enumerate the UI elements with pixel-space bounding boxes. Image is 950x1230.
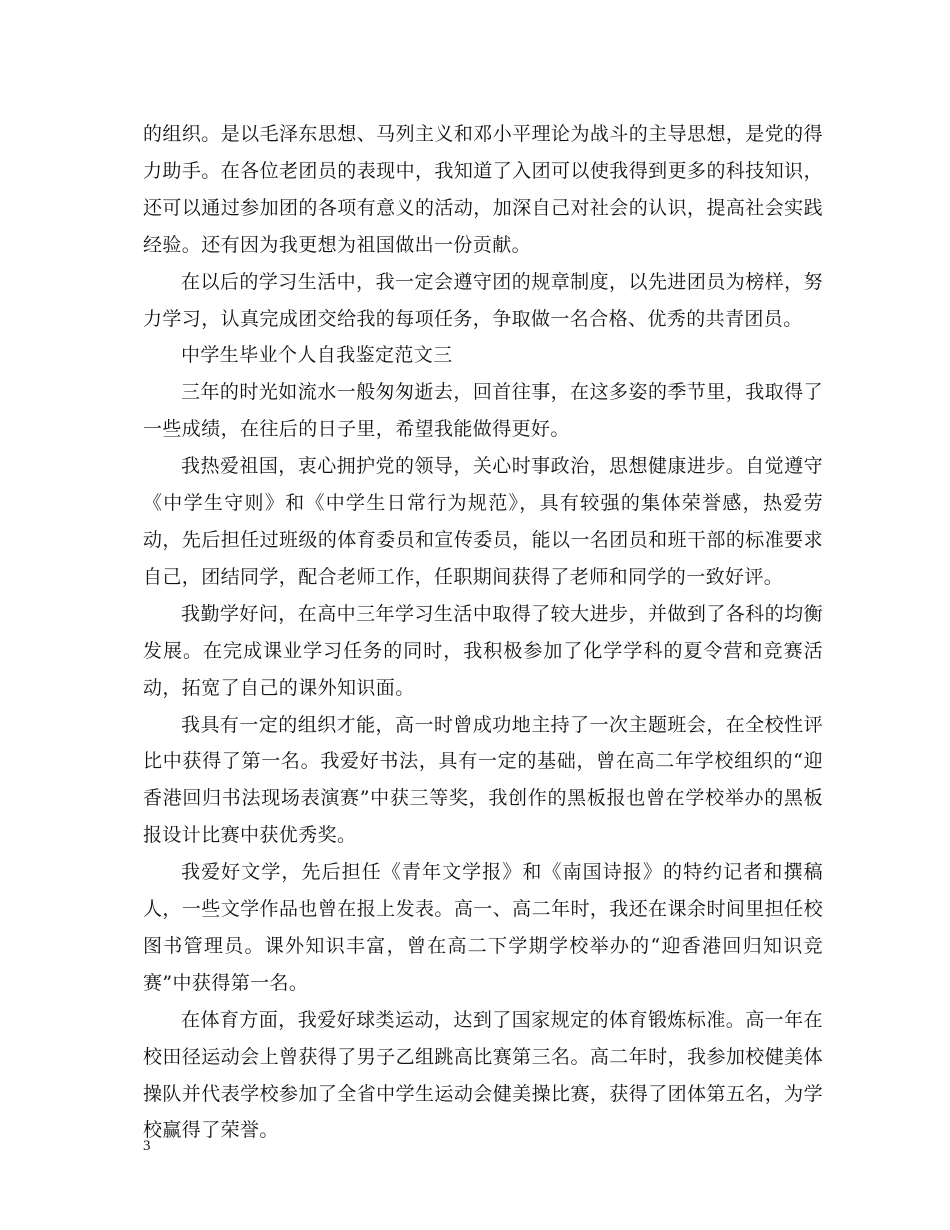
page-number: 3 <box>143 1138 151 1154</box>
paragraph-3: 三年的时光如流水一般匆匆逝去，回首往事，在这多姿的季节里，我取得了一些成绩，在往后的日子里，希望我能做得更好。 <box>143 381 823 441</box>
paragraph-4: 我热爱祖国，衷心拥护党的领导，关心时事政治，思想健康进步。自觉遵守《中学生守则》和《中学生日常行为规范》，具有较强的集体荣誉感，热爱劳动，先后担任过班级的体育委员和宣传委员，能以一名团员和班干部的标准要求自己，团结同学，配合老师工作，任职期间获得了老师和同学的一致好评。 <box>143 455 823 588</box>
paragraph-1: 的组织。是以毛泽东思想、马列主义和邓小平理论为战斗的主导思想，是党的得力助手。在各位老团员的表现中，我知道了入团可以使我得到更多的科技知识，还可以通过参加团的各项有意义的活动，加深自己对社会的认识，提高社会实践经验。还有因为我更想为祖国做出一份贡献。 <box>143 123 823 256</box>
paragraph-5: 我勤学好问，在高中三年学习生活中取得了较大进步，并做到了各科的均衡发展。在完成课业学习任务的同时，我积极参加了化学学科的夏令营和竞赛活动，拓宽了自己的课外知识面。 <box>143 602 823 699</box>
section-heading: 中学生毕业个人自我鉴定范文三 <box>181 344 453 367</box>
paragraph-2: 在以后的学习生活中，我一定会遵守团的规章制度，以先进团员为榜样，努力学习，认真完成团交给我的每项任务，争取做一名合格、优秀的共青团员。 <box>143 270 823 330</box>
paragraph-8: 在体育方面，我爱好球类运动，达到了国家规定的体育锻炼标准。高一年在校田径运动会上曾获得了男子乙组跳高比赛第三名。高二年时，我参加校健美体操队并代表学校参加了全省中学生运动会健美操比赛，获得了团体第五名，为学校赢得了荣誉。 <box>143 1008 823 1142</box>
document-body <box>143 116 823 1149</box>
paragraph-6: 我具有一定的组织才能，高一时曾成功地主持了一次主题班会，在全校性评比中获得了第一名。我爱好书法，具有一定的基础，曾在高二年学校组织的“迎香港回归书法现场表演赛”中获三等奖，我创作的黑板报也曾在学校举办的黑板报设计比赛中获优秀奖。 <box>143 713 823 847</box>
paragraph-7: 我爱好文学，先后担任《青年文学报》和《南国诗报》的特约记者和撰稿人，一些文学作品也曾在报上发表。高一、高二年时，我还在课余时间里担任校图书管理员。课外知识丰富，曾在高二下学期学校举办的“迎香港回归知识竞赛”中获得第一名。 <box>143 861 823 994</box>
